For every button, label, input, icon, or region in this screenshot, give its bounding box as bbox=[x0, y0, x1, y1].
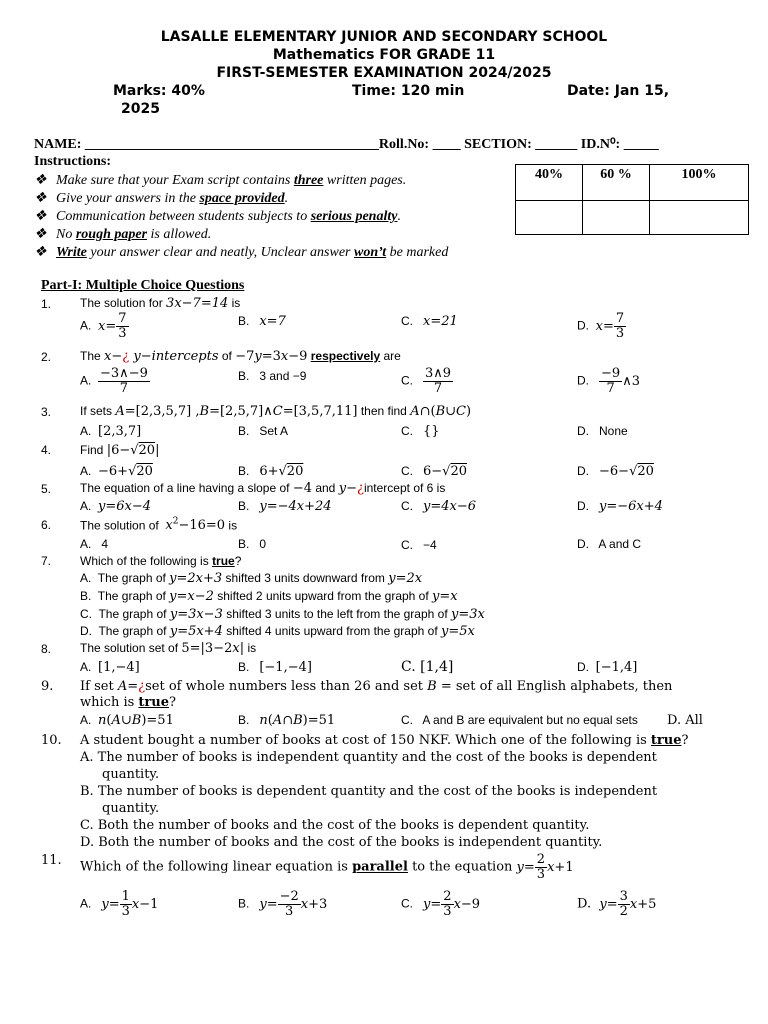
instruction-3: ❖ Communication between students subjects to serious penalty. bbox=[34, 209, 401, 224]
q8-option-c[interactable]: C. [1,4] bbox=[401, 659, 454, 675]
q5-option-b[interactable]: B. y=−4x+24 bbox=[238, 499, 332, 514]
q8-option-d[interactable]: D. [−1,4] bbox=[577, 660, 638, 675]
q5-option-d[interactable]: D. y=−6x+4 bbox=[577, 499, 663, 514]
q6-number: 6. bbox=[41, 518, 52, 532]
instruction-4: ❖ No rough paper is allowed. bbox=[34, 227, 212, 242]
exam-title: FIRST-SEMESTER EXAMINATION 2024/2025 bbox=[216, 65, 552, 81]
q11-stem: Which of the following linear equation is parallel to the equation y= $\frac{2}{3}$ x+1 bbox=[80, 852, 574, 882]
time-label: Time: 120 min bbox=[352, 83, 465, 99]
q4-stem: Find |6−√20| bbox=[80, 443, 160, 458]
q4-number: 4. bbox=[41, 443, 52, 457]
q10-option-b-cont: quantity. bbox=[102, 801, 160, 816]
q8-number: 8. bbox=[41, 642, 52, 656]
instruction-5: ❖ Write your answer clear and neatly, Unclear answer won’t be marked bbox=[34, 245, 449, 260]
q9-number: 9. bbox=[41, 679, 54, 694]
school-name: LASALLE ELEMENTARY JUNIOR AND SECONDARY SCHOOL bbox=[160, 29, 608, 45]
q4-option-d[interactable]: D. −6−√20 bbox=[577, 464, 654, 479]
q7-option-c[interactable]: C. The graph of y=3x−3 shifted 3 units to the left from the graph of y=3x bbox=[80, 607, 485, 622]
q11-option-a[interactable]: A. y= $\frac{1}{3}$ x−1 bbox=[80, 889, 159, 919]
q3-option-a[interactable]: A. [2,3,7] bbox=[80, 424, 142, 439]
q1-stem: The solution for 3x−7=14 is bbox=[80, 296, 241, 311]
q5-stem: The equation of a line having a slope of −4 and y−¿intercept of 6 is bbox=[80, 481, 446, 496]
q6-option-b[interactable]: B. 0 bbox=[238, 537, 267, 551]
score-cell-60[interactable] bbox=[583, 201, 650, 235]
q7-option-d[interactable]: D. The graph of y=5x+4 shifted 4 units upward from the graph of y=5x bbox=[80, 624, 475, 639]
q2-option-d[interactable]: D. $\frac{-9}{7}$ ∧3 bbox=[577, 366, 640, 396]
q2-option-c[interactable]: C. $\frac{3\wedge 9}{7}$ bbox=[401, 366, 452, 396]
q6-option-a[interactable]: A. 4 bbox=[80, 537, 109, 551]
q1-option-a[interactable]: A. x= $\frac{7}{3}$ bbox=[80, 311, 127, 341]
q5-number: 5. bbox=[41, 482, 52, 496]
q3-number: 3. bbox=[41, 405, 52, 419]
q2-option-b[interactable]: B. 3 and −9 bbox=[238, 369, 307, 383]
instruction-1: ❖ Make sure that your Exam script contains three written pages. bbox=[34, 173, 407, 188]
q6-stem: The solution of $x^2-16=0$ is bbox=[80, 517, 238, 534]
q9-stem-line1: If set A=¿set of whole numbers less than 26 and set B = set of all English alphabets, then bbox=[80, 679, 673, 694]
score-cell-40[interactable] bbox=[516, 201, 583, 235]
q6-option-d[interactable]: D. A and C bbox=[577, 537, 642, 551]
q3-option-b[interactable]: B. Set A bbox=[238, 424, 289, 438]
date-year: 2025 bbox=[121, 101, 160, 117]
q7-stem: Which of the following is true? bbox=[80, 554, 242, 568]
diamond-bullet-icon: ❖ bbox=[34, 173, 47, 188]
instruction-2: ❖ Give your answers in the space provided. bbox=[34, 191, 289, 206]
q5-option-c[interactable]: C. y=4x−6 bbox=[401, 499, 477, 514]
q1-option-c[interactable]: C. x=21 bbox=[401, 314, 458, 329]
q2-stem: The x−¿ y−intercepts of −7y=3x−9 respectively are bbox=[80, 349, 401, 364]
q5-option-a[interactable]: A. y=6x−4 bbox=[80, 499, 152, 514]
q7-option-b[interactable]: B. The graph of y=x−2 shifted 2 units upward from the graph of y=x bbox=[80, 589, 458, 604]
score-header-100: 100% bbox=[650, 165, 749, 201]
q1-option-d[interactable]: D. x= $\frac{7}{3}$ bbox=[577, 311, 625, 341]
subject-title: Mathematics FOR GRADE 11 bbox=[272, 47, 496, 63]
q9-option-a[interactable]: A. n(A∪B)=51 bbox=[80, 713, 174, 728]
q11-number: 11. bbox=[41, 853, 62, 868]
diamond-bullet-icon: ❖ bbox=[34, 209, 47, 224]
q10-option-a[interactable]: A. The number of books is independent quantity and the cost of the books is dependent bbox=[80, 750, 657, 765]
q4-option-a[interactable]: A. −6+√20 bbox=[80, 464, 153, 479]
q4-option-b[interactable]: B. 6+√20 bbox=[238, 464, 304, 479]
part1-title: Part-I: Multiple Choice Questions bbox=[41, 278, 245, 293]
instructions-title: Instructions: bbox=[34, 154, 112, 169]
diamond-bullet-icon: ❖ bbox=[34, 245, 47, 260]
q8-option-a[interactable]: A. [1,−4] bbox=[80, 660, 140, 675]
q8-stem: The solution set of 5=|3−2x| is bbox=[80, 641, 257, 656]
q11-option-d[interactable]: D. y= $\frac{3}{2}$ x+5 bbox=[577, 889, 657, 919]
q11-option-c[interactable]: C. y= $\frac{2}{3}$ x−9 bbox=[401, 889, 481, 919]
q8-option-b[interactable]: B. [−1,−4] bbox=[238, 660, 312, 675]
q10-option-b[interactable]: B. The number of books is dependent quantity and the cost of the books is independent bbox=[80, 784, 658, 799]
q10-stem: A student bought a number of books at cost of 150 NKF. Which one of the following is true? bbox=[80, 733, 689, 748]
score-table bbox=[515, 164, 749, 235]
q3-stem: If sets A=[2,3,5,7] ,B=[2,5,7]∧C=[3,5,7,11] then find A∩(B∪C) bbox=[80, 404, 472, 419]
q10-option-d[interactable]: D. Both the number of books and the cost of the books is independent quantity. bbox=[80, 835, 603, 850]
q10-option-c[interactable]: C. Both the number of books and the cost of the books is dependent quantity. bbox=[80, 818, 590, 833]
q3-option-c[interactable]: C. {} bbox=[401, 424, 440, 439]
diamond-bullet-icon: ❖ bbox=[34, 191, 47, 206]
q9-option-d[interactable]: D. All bbox=[667, 713, 703, 728]
q4-option-c[interactable]: C. 6−√20 bbox=[401, 464, 468, 479]
date-label: Date: Jan 15, bbox=[567, 83, 670, 99]
q7-option-a[interactable]: A. The graph of y=2x+3 shifted 3 units downward from y=2x bbox=[80, 571, 423, 586]
score-header-40: 40% bbox=[516, 165, 583, 201]
q3-option-d[interactable]: D. None bbox=[577, 424, 628, 438]
diamond-bullet-icon: ❖ bbox=[34, 227, 47, 242]
marks-label: Marks: 40% bbox=[113, 83, 205, 99]
q6-option-c[interactable]: C. −4 bbox=[401, 538, 437, 552]
score-header-60: 60 % bbox=[583, 165, 650, 201]
q1-option-b[interactable]: B. x=7 bbox=[238, 314, 286, 329]
student-info-line: NAME: __________________________________________Roll.No: ____ SECTION: ______ ID.N⁰: _____ bbox=[34, 137, 659, 152]
q9-stem-line2: which is true? bbox=[80, 695, 176, 710]
q9-option-b[interactable]: B. n(A∩B)=51 bbox=[238, 713, 336, 728]
q11-option-b[interactable]: B. y= $\frac{-2}{3}$ x+3 bbox=[238, 889, 328, 919]
q2-option-a[interactable]: A. $\frac{-3\wedge-9}{7}$ bbox=[80, 366, 148, 396]
q10-number: 10. bbox=[41, 733, 62, 748]
q7-number: 7. bbox=[41, 554, 52, 568]
q2-number: 2. bbox=[41, 350, 52, 364]
q1-number: 1. bbox=[41, 297, 52, 311]
score-cell-100[interactable] bbox=[650, 201, 749, 235]
q9-option-c[interactable]: C. A and B are equivalent but no equal sets bbox=[401, 713, 638, 727]
q10-option-a-cont: quantity. bbox=[102, 767, 160, 782]
